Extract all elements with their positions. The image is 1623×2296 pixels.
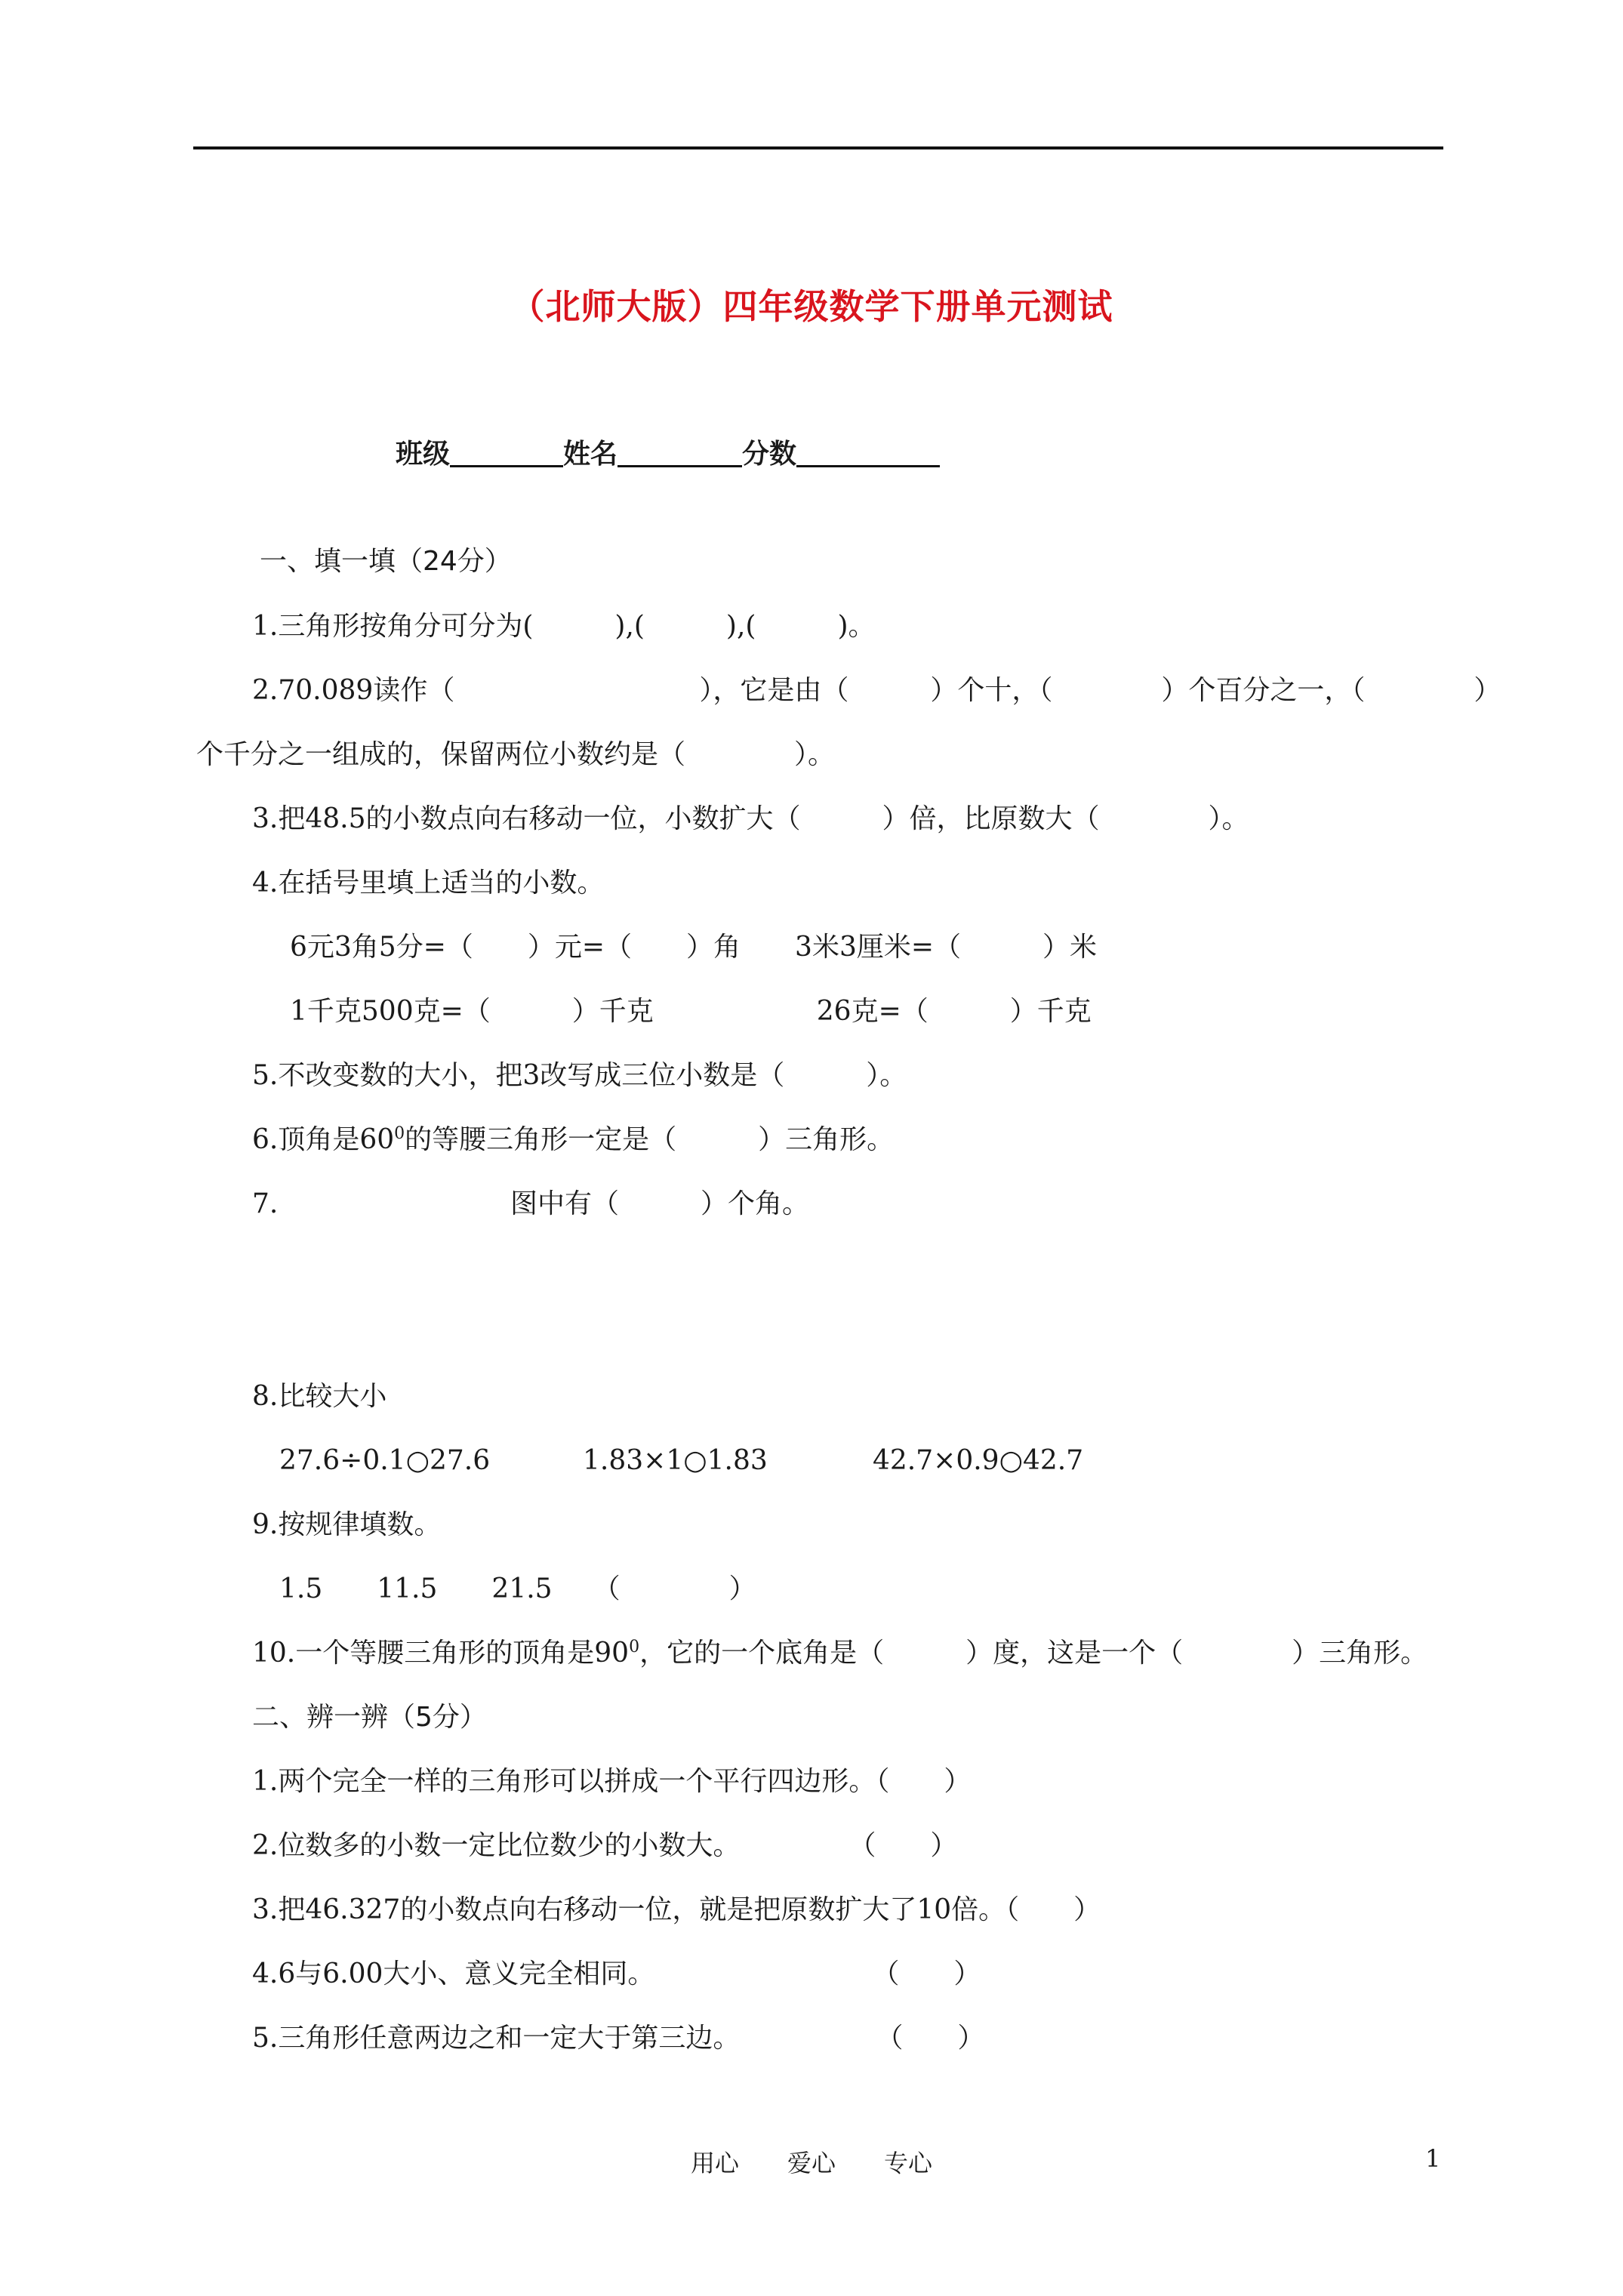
name-label: 姓名 [563, 439, 618, 470]
question-4: 4.在括号里填上适当的小数。 [252, 868, 605, 898]
sequence-row: 1.5 11.5 21.5 （ ） [279, 1573, 756, 1604]
question-10-text: 10.一个等腰三角形的顶角是90 [252, 1638, 630, 1669]
degree-superscript: 0 [629, 1638, 640, 1657]
question-2-line1: 2.70.089读作（ ），它是由（ ）个十，（ ）个百分之一，（ ） [252, 675, 1501, 706]
page-title: （北师大版）四年级数学下册单元测试 [510, 286, 1113, 327]
student-info [396, 433, 940, 471]
question-8: 8.比较大小 [252, 1381, 387, 1412]
question-1: 1.三角形按角分可分为( ),( ),( )。 [252, 611, 876, 642]
compare-item-2: 1.83×1○1.83 [583, 1445, 768, 1476]
question-2-line2: 个千分之一组成的，保留两位小数约是（ ）。 [196, 739, 836, 770]
question-3: 3.把48.5的小数点向右移动一位，小数扩大（ ）倍，比原数大（ ）。 [252, 803, 1249, 834]
judge-question-3: 3.把46.327的小数点向右移动一位，就是把原数扩大了10倍。（ ） [252, 1894, 1101, 1925]
question-7-number: 7. [252, 1188, 279, 1219]
score-blank [796, 435, 940, 467]
question-4-row-a: 6元3角5分=（ ）元=（ ）角 3米3厘米=（ ）米 [290, 932, 1098, 963]
class-blank [450, 435, 563, 467]
score-label: 分数 [742, 439, 797, 470]
question-6-text-end: 的等腰三角形一定是（ ）三角形。 [405, 1124, 895, 1155]
name-blank [617, 435, 742, 467]
class-label: 班级 [396, 439, 451, 470]
question-10-text-end: ，它的一个底角是（ ）度，这是一个（ ）三角形。 [639, 1638, 1428, 1669]
page-footer: 用心 爱心 专心 [690, 2149, 932, 2177]
section2-heading: 二、辨一辨（5分） [252, 1702, 487, 1733]
judge-question-1: 1.两个完全一样的三角形可以拼成一个平行四边形。（ ） [252, 1766, 972, 1797]
compare-item-3: 42.7×0.9○42.7 [873, 1445, 1084, 1476]
question-9: 9.按规律填数。 [252, 1509, 442, 1540]
compare-item-1: 27.6÷0.1○27.6 [279, 1445, 491, 1476]
degree-superscript: 0 [394, 1124, 405, 1143]
header-rule [193, 146, 1443, 149]
judge-question-2: 2.位数多的小数一定比位数少的小数大。 （ ） [252, 1830, 958, 1861]
question-10 [252, 1637, 1427, 1669]
question-7: 图中有（ ）个角。 [510, 1188, 810, 1219]
question-6 [252, 1123, 894, 1156]
question-4-row-b: 1千克500克=（ ）千克 26克=（ ）千克 [290, 996, 1092, 1027]
question-5: 5.不改变数的大小，把3改写成三位小数是（ ）。 [252, 1060, 907, 1091]
judge-question-5: 5.三角形任意两边之和一定大于第三边。 （ ） [252, 2023, 985, 2054]
page-number: 1 [1425, 2144, 1441, 2173]
section1-heading: 一、填一填（24分） [260, 546, 512, 577]
question-6-text: 6.顶角是60 [252, 1124, 395, 1155]
judge-question-4: 4.6与6.00大小、意义完全相同。 （ ） [252, 1959, 981, 1989]
